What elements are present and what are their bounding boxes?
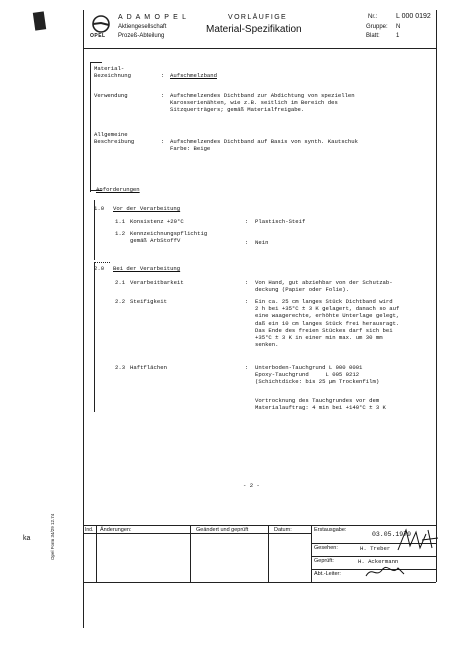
beschreibung-value: Aufschmelzendes Dichtband auf Basis von synth. Kautschuk Farbe: Beige xyxy=(170,138,358,153)
changes-label: Änderungen: xyxy=(100,527,132,533)
signature-scribble xyxy=(396,526,440,554)
verwendung-value: Aufschmelzendes Dichtband zur Abdichtung von speziellen Karosserienähten, wie z.B. seitlich im Bereich des Sitzquerträgers; gemäß Materialfreigabe. xyxy=(170,92,355,114)
intro-left-rule xyxy=(90,62,91,192)
verwendung-label: Verwendung xyxy=(94,92,128,99)
department: Prozeß-Abteilung xyxy=(118,33,165,39)
company-subtitle: Aktiengesellschaft xyxy=(118,24,167,30)
s11-value: Plastisch-Steif xyxy=(255,218,306,225)
ind-label: Ind. xyxy=(85,527,94,533)
s10-number: 1.0 xyxy=(94,205,105,212)
s11-number: 1.1 xyxy=(115,218,126,225)
verwendung-colon: : xyxy=(161,92,165,99)
s23-note: Vortrocknung des Tauchgrundes vor dem Materialauftrag: 4 min bei +140°C ± 3 K xyxy=(255,397,386,412)
material-value: Aufschmelzband xyxy=(170,72,217,79)
nr-value: L 000 0192 xyxy=(396,13,431,20)
gruppe-label: Gruppe: xyxy=(366,24,388,30)
gesehen-value: H. Treber xyxy=(360,545,391,552)
s21-number: 2.1 xyxy=(115,279,126,286)
scan-mark xyxy=(33,11,46,30)
s10-title: Vor der Verarbeitung xyxy=(113,205,181,212)
s12-number: 1.2 xyxy=(115,230,126,237)
erstausgabe-value: 03.05.1979 xyxy=(372,531,412,538)
company-name: A D A M O P E L xyxy=(118,14,188,21)
s20-number: 2.0 xyxy=(94,265,105,272)
s11-label: Konsistenz +20°C xyxy=(130,218,184,225)
s21-colon: : xyxy=(245,279,249,286)
s23-label: Haftflächen xyxy=(130,364,167,371)
frame-right xyxy=(436,10,437,582)
footer-row3-rule xyxy=(311,556,436,557)
s23-value: Unterboden-Tauchgrund L 000 0001 Epoxy-Tauchgrund L 005 0212 (Schichtdicke: bis 25 µm Trockenfilm) xyxy=(255,364,380,386)
footer-header-rule xyxy=(83,533,311,534)
s22-colon: : xyxy=(245,298,249,305)
signature-abtleiter xyxy=(364,564,408,580)
s12-colon: : xyxy=(245,239,249,246)
s12-value: Nein xyxy=(255,239,269,246)
abtleiter-label: Abt.-Leiter: xyxy=(314,571,341,577)
s23-colon: : xyxy=(245,364,249,371)
material-colon: : xyxy=(161,72,165,79)
nr-label: Nr.: xyxy=(368,14,378,20)
form-number: Opel Form 34/29 12.74 xyxy=(50,513,55,560)
page-number: - 2 - xyxy=(243,482,260,489)
s10-bottom-rule xyxy=(94,262,110,263)
frame-left xyxy=(83,10,84,628)
s21-value: Von Hand, gut abziehbar von der Schutzab- deckung (Papier oder Folie). xyxy=(255,279,393,294)
gesehen-label: Gesehen: xyxy=(314,545,338,551)
anforderungen-title: Anforderungen xyxy=(96,186,140,193)
s22-value: Ein ca. 25 cm langes Stück Dichtband wird 2 h bei +35°C ± 3 K gelagert, danach so auf eine waagerechte, erhöhte Unterlage gelegt, daß ein 10 cm langes Stück frei herausragt. Das Ende des freien Stückes darf sich bei +35°C ± 3 K in einer min max. um 30 mm senken. xyxy=(255,298,400,349)
s22-label: Steifigkeit xyxy=(130,298,167,305)
material-label: Material- Bezeichnung xyxy=(94,65,131,80)
beschreibung-label: Allgemeine Beschreibung xyxy=(94,131,135,146)
footer-col-ind xyxy=(96,525,97,582)
footer-col-right xyxy=(311,525,312,582)
logo-wordmark: OPEL xyxy=(90,33,106,39)
geprueft-label: Geprüft: xyxy=(314,558,334,564)
s22-number: 2.2 xyxy=(115,298,126,305)
doc-title: Material-Spezifikation xyxy=(206,24,302,35)
checked-label: Geändert und geprüft xyxy=(196,527,249,533)
s11-colon: : xyxy=(245,218,249,225)
footer-col-changes xyxy=(190,525,191,582)
s21-label: Verarbeitbarkeit xyxy=(130,279,184,286)
s23-number: 2.3 xyxy=(115,364,126,371)
intro-top-rule xyxy=(90,62,102,63)
footer-col-date xyxy=(268,525,269,582)
footer-top-rule xyxy=(83,525,436,526)
s12-label: Kennzeichnungspflichtig gemäß ArbStoffV xyxy=(130,230,208,245)
gruppe-value: N xyxy=(396,24,401,30)
header-rule xyxy=(83,48,436,49)
footer-bottom-rule xyxy=(83,582,436,583)
s20-rule xyxy=(94,262,95,412)
beschreibung-colon: : xyxy=(161,138,165,145)
margin-mark: ka xyxy=(23,535,31,542)
doc-status: VORLÄUFIGE xyxy=(228,14,288,21)
blatt-value: 1 xyxy=(396,33,400,39)
geprueft-value: H. Ackermann xyxy=(358,558,399,565)
blatt-label: Blatt: xyxy=(366,33,380,39)
opel-logo xyxy=(90,14,112,41)
date-label: Datum: xyxy=(274,527,292,533)
s10-rule xyxy=(94,200,95,260)
erstausgabe-label: Erstausgabe: xyxy=(314,527,347,533)
s20-title: Bei der Verarbeitung xyxy=(113,265,181,272)
